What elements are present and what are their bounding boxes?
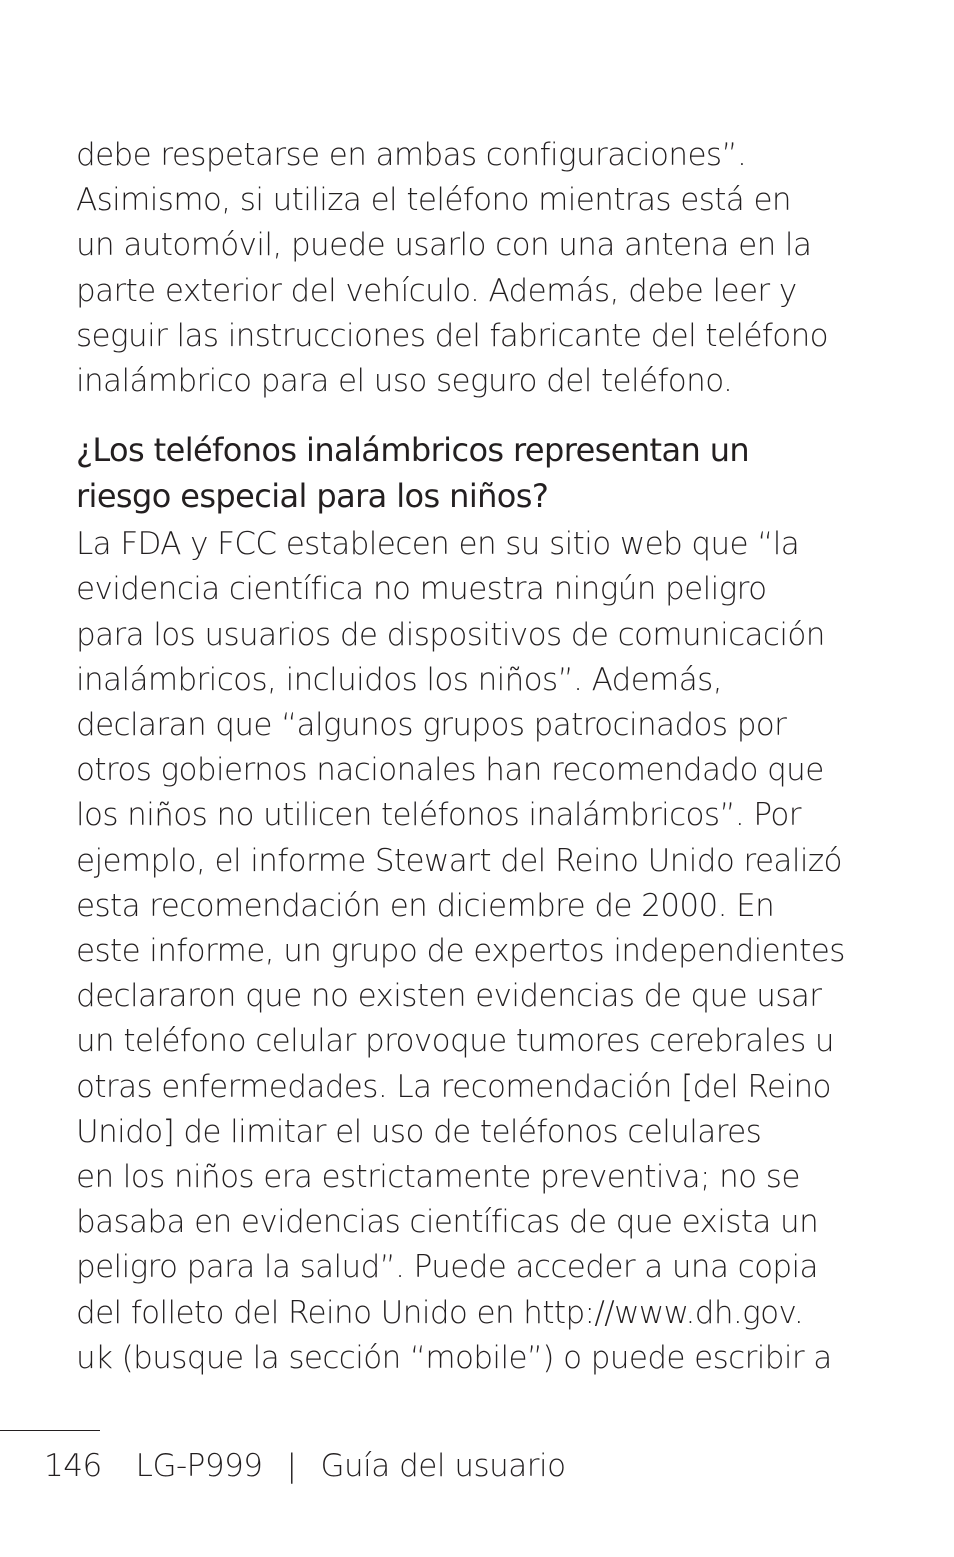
text-line: evidencia científica no muestra ningún peligro [76,571,767,608]
text-line: basaba en evidencias científicas de que exista un [76,1204,819,1241]
paragraph-continued [76,133,876,404]
text-line: uk (busque la sección “mobile”) o puede escribir a [76,1339,832,1376]
text-line: declararon que no existen evidencias de que usar [76,978,822,1015]
page-footer [44,1444,566,1488]
text-line: esta recomendación en diciembre de 2000. En [76,887,775,924]
section-heading [76,428,876,519]
text-line: en los niños era estrictamente preventiva; no se [76,1159,800,1196]
text-line: La FDA y FCC establecen en su sitio web que “la [76,526,800,563]
text-line: peligro para la salud”. Puede acceder a una copia [76,1249,818,1286]
heading-line: ¿Los teléfonos inalámbricos representan un [76,431,750,470]
guide-title: Guía del usuario [320,1448,566,1484]
text-line: inalámbrico para el uso seguro del teléfono. [76,363,733,400]
text-line: este informe, un grupo de expertos independientes [76,933,845,970]
text-line: otras enfermedades. La recomendación [del Reino [76,1068,831,1105]
text-line: declaran que “algunos grupos patrocinados por [76,707,787,744]
page-content [76,133,876,1381]
page-number: 146 [44,1448,102,1484]
text-line: inalámbricos, incluidos los niños”. Además, [76,661,722,698]
text-line: seguir las instrucciones del fabricante del teléfono [76,317,829,354]
text-line: un teléfono celular provoque tumores cerebrales u [76,1023,834,1060]
model-name: LG-P999 [135,1448,263,1484]
paragraph-children-risk [76,522,876,1381]
text-line: del folleto del Reino Unido en http://www.dh.gov. [76,1294,804,1331]
text-line: Asimismo, si utiliza el teléfono mientras está en [76,182,791,219]
text-line: otros gobiernos nacionales han recomendado que [76,752,824,789]
text-line: Unido] de limitar el uso de teléfonos celulares [76,1113,762,1150]
text-line: para los usuarios de dispositivos de comunicación [76,616,825,653]
text-line: debe respetarse en ambas configuraciones”. [76,137,747,173]
footer-rule [0,1430,100,1431]
text-line: ejemplo, el informe Stewart del Reino Unido realizó [76,842,842,879]
text-line: un automóvil, puede usarlo con una antena en la [76,227,812,264]
heading-line: riesgo especial para los niños? [76,476,549,515]
text-line: los niños no utilicen teléfonos inalámbricos”. Por [76,797,801,834]
footer-separator: | [286,1448,297,1484]
text-line: parte exterior del vehículo. Además, debe leer y [76,272,797,309]
